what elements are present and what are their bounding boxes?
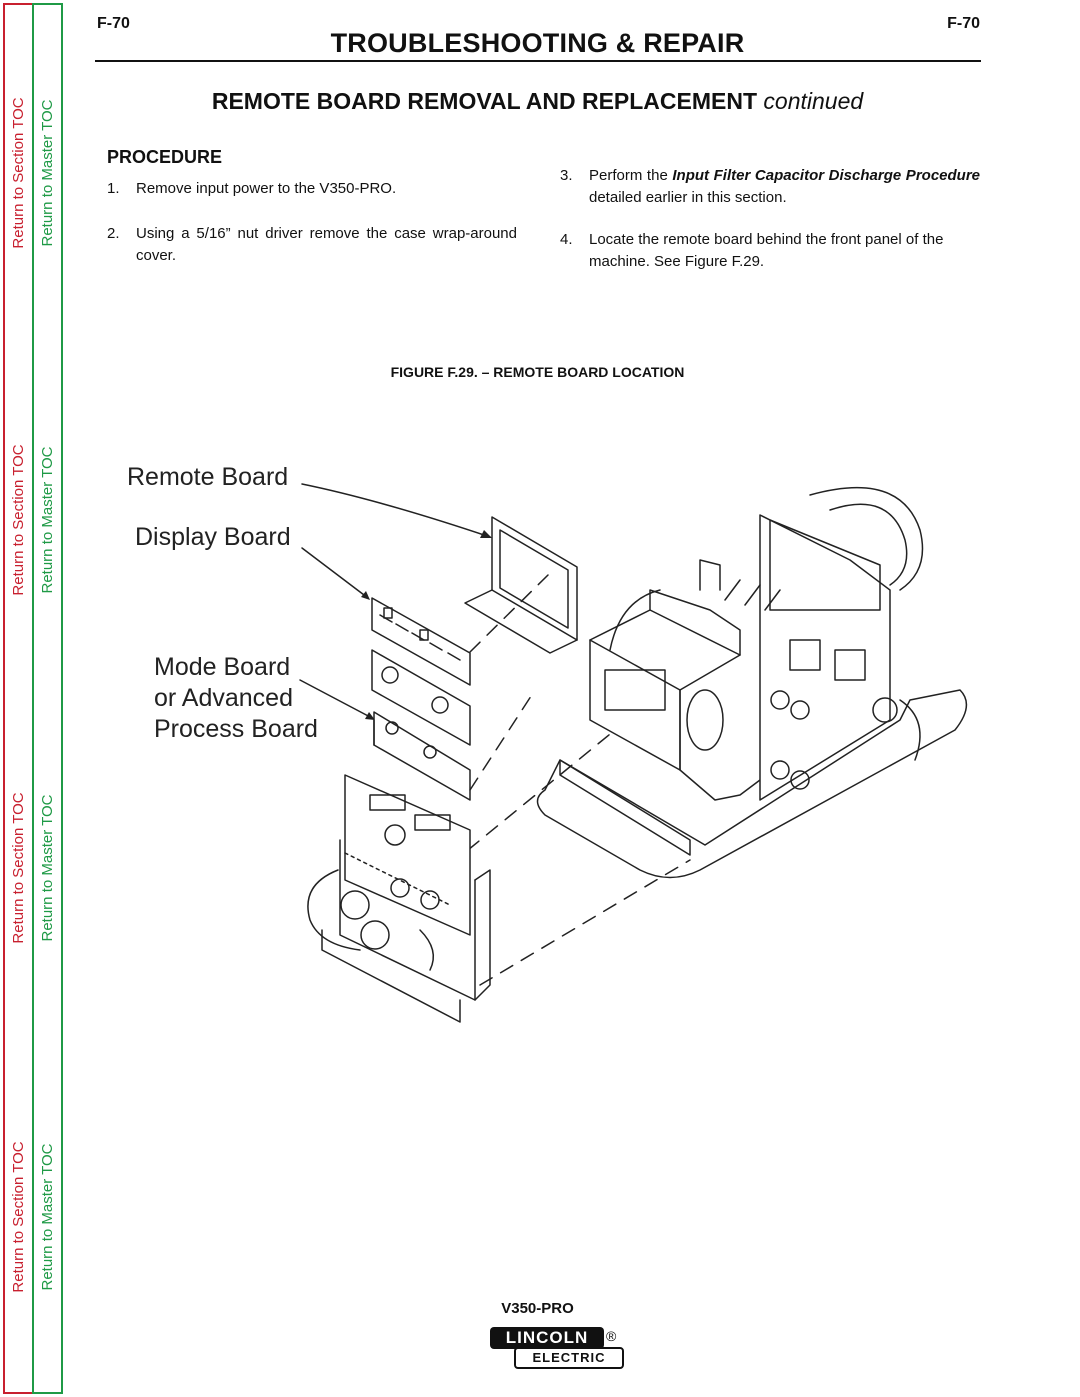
step-number: 4. <box>560 231 573 248</box>
step-text: Using a 5/16” nut driver remove the case wrap-around cover. <box>136 225 517 264</box>
remote-board-label: Remote Board <box>127 463 289 491</box>
display-board-label: Display Board <box>135 523 291 551</box>
step-text: Locate the remote board behind the front panel of the machine. See Figure F.29. <box>589 231 944 270</box>
step-procedure-reference: Input Filter Capacitor Discharge Procedure <box>672 167 981 184</box>
logo-registered-mark: ® <box>606 1328 617 1344</box>
logo-electric: ELECTRIC <box>514 1347 624 1369</box>
lincoln-electric-logo <box>490 1327 625 1369</box>
step-text-post: detailed earlier in this section. <box>589 189 787 206</box>
return-to-master-toc-link[interactable]: Return to Master TOC <box>38 99 56 247</box>
section-heading-suffix: continued <box>763 88 864 114</box>
model-name: V350-PRO <box>501 1300 574 1317</box>
step-text: Remove input power to the V350-PRO. <box>136 180 397 197</box>
procedure-heading: PROCEDURE <box>107 147 223 167</box>
mode-board-label-line: Process Board <box>154 715 318 743</box>
return-to-master-toc-link[interactable]: Return to Master TOC <box>38 446 56 594</box>
return-to-section-toc-link[interactable]: Return to Section TOC <box>9 1141 27 1293</box>
step-number: 2. <box>107 225 120 242</box>
front-panel-drawing <box>308 775 490 1022</box>
page-number-left: F-70 <box>97 15 130 32</box>
step-number: 1. <box>107 180 120 197</box>
mode-board-label-line: or Advanced <box>154 684 293 712</box>
section-heading-text: REMOTE BOARD REMOVAL AND REPLACEMENT <box>211 88 758 114</box>
page-title: TROUBLESHOOTING & REPAIR <box>330 28 745 58</box>
machine-chassis-drawing <box>538 488 967 878</box>
return-to-master-toc-link[interactable]: Return to Master TOC <box>38 1143 56 1291</box>
return-to-section-toc-link[interactable]: Return to Section TOC <box>9 97 27 249</box>
figure-caption: FIGURE F.29. – REMOTE BOARD LOCATION <box>390 364 685 380</box>
mode-board-label-line: Mode Board <box>154 653 291 681</box>
return-to-section-toc-link[interactable]: Return to Section TOC <box>9 792 27 944</box>
logo-lincoln: LINCOLN <box>490 1327 604 1349</box>
step-number: 3. <box>560 167 573 184</box>
page-number-right: F-70 <box>947 15 980 32</box>
return-to-section-toc-link[interactable]: Return to Section TOC <box>9 444 27 596</box>
alignment-dashed-lines <box>468 575 690 985</box>
step-text-pre: Perform the <box>589 167 673 184</box>
return-to-master-toc-link[interactable]: Return to Master TOC <box>38 794 56 942</box>
